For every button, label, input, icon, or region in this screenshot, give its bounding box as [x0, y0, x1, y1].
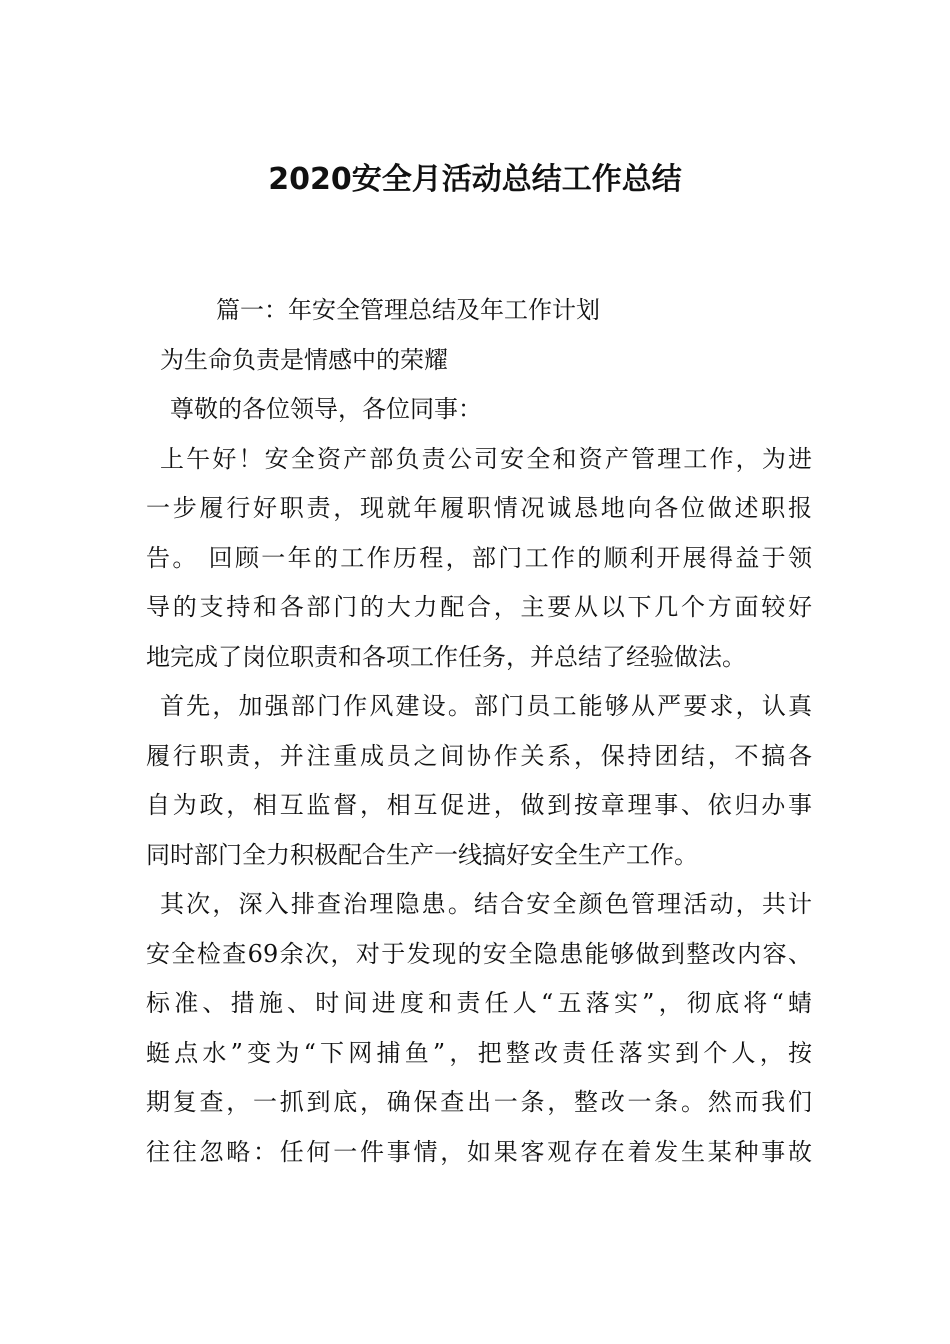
body-line: 标准、措施、时间进度和责任人“五落实”，彻底将“蜻	[146, 989, 812, 1017]
body-line: 首先，加强部门作风建设。部门员工能够从严要求，认真	[160, 692, 812, 720]
body-line: 篇一：年安全管理总结及年工作计划	[216, 296, 600, 324]
body-line: 期复查，一抓到底，确保查出一条，整改一条。然而我们	[146, 1088, 812, 1116]
body-line: 一步履行好职责，现就年履职情况诚恳地向各位做述职报	[146, 494, 812, 522]
document-title: 2020安全月活动总结工作总结	[268, 162, 682, 197]
body-line: 自为政，相互监督，相互促进，做到按章理事、依归办事	[146, 791, 812, 819]
body-line: 尊敬的各位领导，各位同事：	[170, 395, 482, 423]
body-line: 为生命负责是情感中的荣耀	[160, 345, 448, 374]
body-line: 上午好！安全资产部负责公司安全和资产管理工作，为进	[160, 444, 812, 473]
body-line: 导的支持和各部门的大力配合，主要从以下几个方面较好	[146, 593, 812, 621]
body-line: 往往忽略：任何一件事情，如果客观存在着发生某种事故	[146, 1137, 812, 1166]
body-line: 地完成了岗位职责和各项工作任务，并总结了经验做法。	[146, 642, 746, 671]
body-line: 告。 回顾一年的工作历程，部门工作的顺利开展得益于领	[146, 543, 812, 572]
body-line: 蜓点水”变为“下网捕鱼”，把整改责任落实到个人，按	[146, 1038, 812, 1067]
body-line: 安全检查69余次，对于发现的安全隐患能够做到整改内容、	[146, 939, 812, 968]
body-line: 履行职责，并注重成员之间协作关系，保持团结，不搞各	[146, 741, 812, 770]
body-line: 同时部门全力积极配合生产一线搞好安全生产工作。	[146, 840, 698, 869]
body-line: 其次，深入排查治理隐患。结合安全颜色管理活动，共计	[160, 890, 812, 918]
document-body	[146, 286, 812, 1177]
